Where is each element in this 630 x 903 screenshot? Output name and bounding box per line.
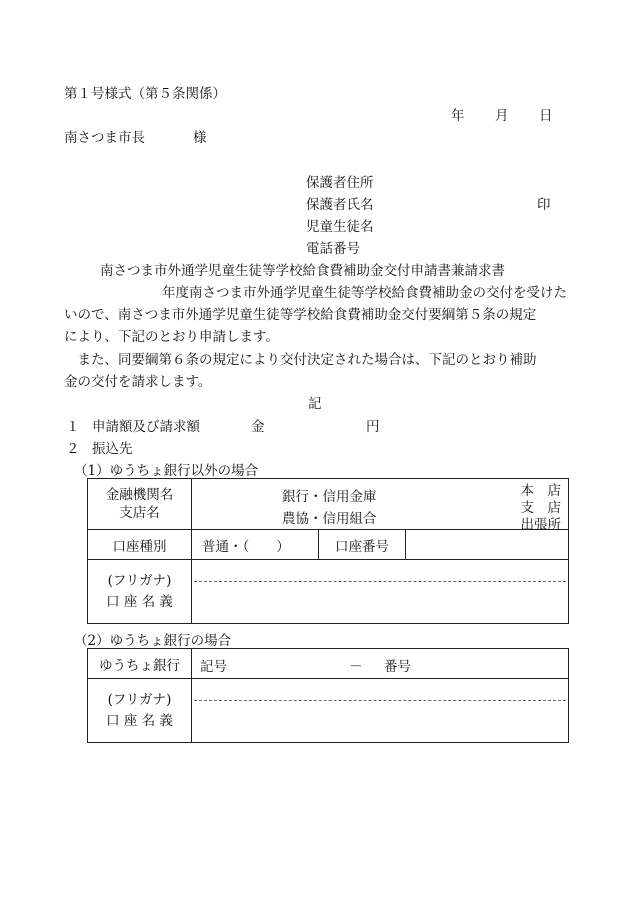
- yucho-account-name-input[interactable]: [192, 679, 569, 743]
- yucho-account-name-label: 口 座 名 義: [106, 712, 173, 729]
- form-id: 第１号様式（第５条関係）: [64, 86, 226, 102]
- furigana-label: (フリガナ): [107, 572, 172, 589]
- yucho-label: ゆうちょ銀行: [88, 649, 192, 679]
- item1-label: 申請額及び請求額: [92, 419, 200, 435]
- yucho-furigana-label: (フリガナ): [107, 691, 172, 708]
- honorific: 様: [193, 130, 207, 146]
- section1-heading: （1）ゆうちょ銀行以外の場合: [74, 463, 259, 479]
- item2-number: ２: [66, 441, 80, 457]
- bank-name-label-cell: [88, 479, 192, 530]
- account-number-label: 口座番号: [319, 530, 406, 560]
- bank-table-other: [87, 478, 569, 624]
- account-name-label: 口 座 名 義: [106, 593, 173, 610]
- student-name-label: 児童生徒名: [306, 219, 374, 235]
- bank-type-1: 銀行・信用金庫: [282, 489, 377, 505]
- section2-heading: （2）ゆうちょ銀行の場合: [74, 633, 232, 649]
- bank-type-2: 農協・信用組合: [282, 511, 377, 527]
- kigo-dash: －: [349, 659, 363, 675]
- bank-name-cell[interactable]: [192, 479, 569, 533]
- body-line-2: いので、南さつま市外通学児童生徒等学校給食費補助金交付要綱第５条の規定: [64, 307, 537, 323]
- bank-name-label: 金融機関名: [105, 487, 174, 503]
- bank-table-yucho: [87, 648, 569, 743]
- date-day: 日: [539, 108, 553, 124]
- branch-type-1: 本 店: [520, 483, 561, 499]
- addressee: 南さつま市長: [64, 130, 145, 146]
- date-year: 年: [451, 108, 465, 124]
- yucho-number-cell[interactable]: [192, 649, 569, 679]
- account-type-label: 口座種別: [88, 530, 192, 560]
- guardian-name-label: 保護者氏名: [306, 197, 374, 213]
- body-line-3: により、下記のとおり申請します。: [64, 329, 279, 345]
- date-month: 月: [495, 108, 509, 124]
- ki-heading: 記: [308, 396, 322, 412]
- furigana-divider: [194, 581, 566, 582]
- kigo-label: 記号: [200, 659, 227, 675]
- yucho-furigana-divider: [194, 700, 566, 701]
- item1-number: １: [66, 419, 80, 435]
- seal-mark: 印: [537, 197, 551, 213]
- account-type-value[interactable]: 普通・（ ）: [192, 530, 319, 560]
- branch-type-2: 支 店: [520, 500, 561, 516]
- branch-name-label: 支店名: [119, 505, 160, 521]
- guardian-address-label: 保護者住所: [306, 175, 374, 191]
- account-name-input[interactable]: [192, 560, 569, 624]
- phone-label: 電話番号: [306, 241, 360, 257]
- item1-en: 円: [366, 419, 380, 435]
- document-title: 南さつま市外通学児童生徒等学校給食費補助金交付申請書兼請求書: [100, 263, 505, 279]
- yucho-account-name-label-cell: [88, 679, 192, 743]
- item2-label: 振込先: [92, 441, 133, 457]
- bango-label: 番号: [384, 659, 411, 675]
- account-number-input[interactable]: [406, 530, 569, 560]
- item1-kin: 金: [251, 419, 265, 435]
- body-line-5: 金の交付を請求します。: [64, 374, 212, 390]
- branch-type-3: 出張所: [520, 517, 561, 533]
- body-line-4: また、同要綱第６条の規定により交付決定された場合は、下記のとおり補助: [64, 352, 537, 368]
- body-line-1: 年度南さつま市外通学児童生徒等学校給食費補助金の交付を受けた: [162, 285, 567, 301]
- account-name-label-cell: [88, 560, 192, 624]
